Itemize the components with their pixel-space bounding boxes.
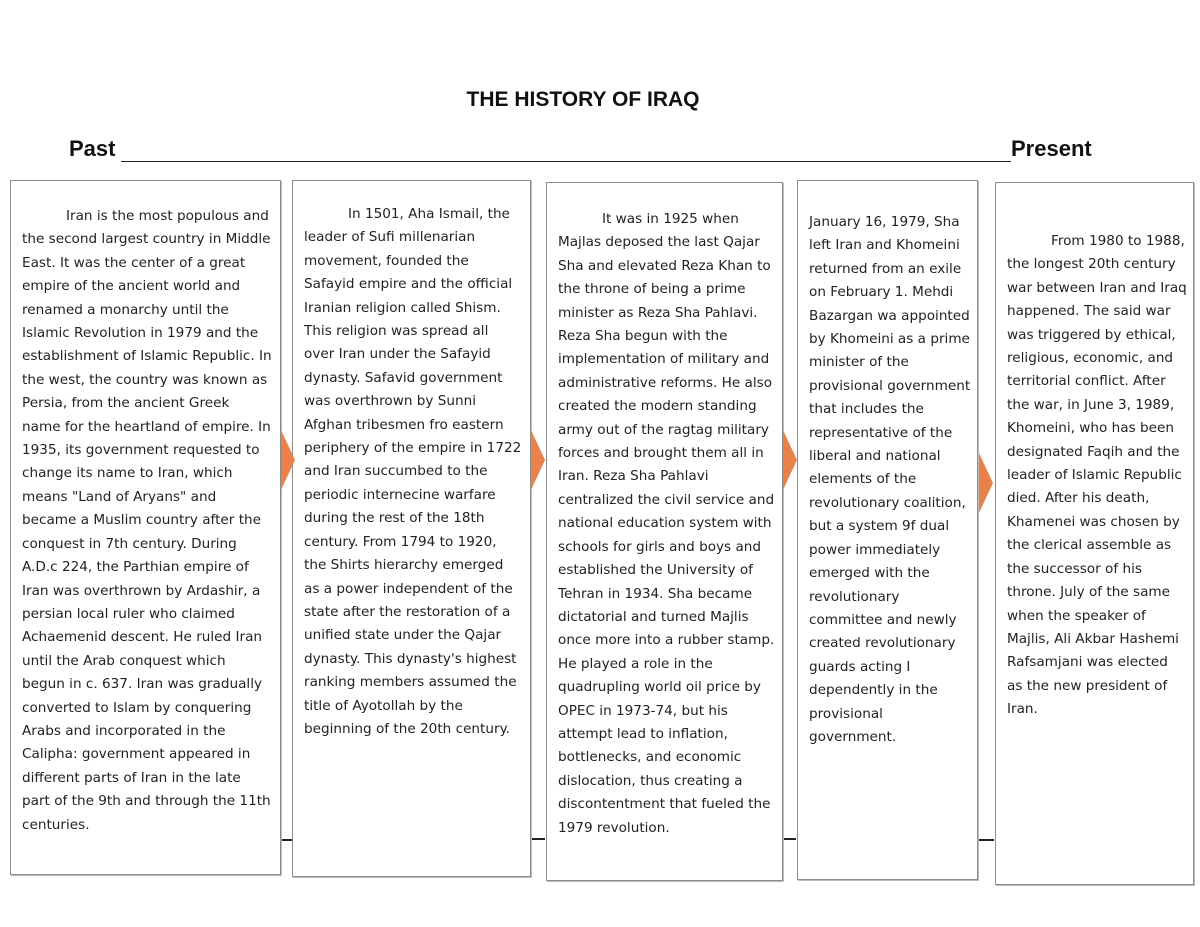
timeline-end-label: Present xyxy=(1011,136,1092,161)
history-panel-2-text: In 1501, Aha Ismail, the leader of Sufi millenarian movement, founded the Safayid empire and the official Iranian religion called Shism. This religion was spread all over Iran under the Safayid dynasty. Safavid government was overthrown by Sunni Afghan tribesmen fro eastern periphery of the empire in 1722 and Iran succumbed to the periodic internecine warfare during the rest of the 18th century. From 1794 to 1920, the Shirts hierarchy emerged as a power independent of the state after the restoration of a unified state under the Qajar dynasty. This dynasty's highest ranking members assumed the title of Ayotollah by the beginning of the 20th century. xyxy=(304,206,522,737)
history-panel-5 xyxy=(995,182,1194,885)
history-panel-3-text: It was in 1925 when Majlas deposed the last Qajar Sha and elevated Reza Khan to the throne of being a prime minister as Reza Sha Pahlavi. Reza Sha begun with the implementation of military and administrative reforms. He also created the modern standing army out of the ragtag military forces and brought them all in Iran. Reza Sha Pahlavi centralized the civil service and national education system with schools for girls and boys and established the University of Tehran in 1934. Sha became dictatorial and turned Majlis once more into a rubber stamp. He played a role in the quadrupling world oil price by OPEC in 1973-74, but his attempt lead to inflation, bottlenecks, and economic dislocation, thus creating a discontentment that fueled the 1979 revolution. xyxy=(558,211,775,836)
timeline-arrow-1 xyxy=(281,430,295,490)
history-panel-1 xyxy=(10,180,281,875)
document-title: THE HISTORY OF IRAQ xyxy=(466,88,700,111)
timeline-arrow-4 xyxy=(979,453,993,513)
timeline-arrow-3 xyxy=(783,430,797,490)
history-panel-3 xyxy=(546,182,783,881)
history-panel-2 xyxy=(292,180,531,877)
timeline-arrow-2 xyxy=(531,430,545,490)
history-panel-4-text: January 16, 1979, Sha left Iran and Khomeini returned from an exile on February 1. Mehdi Bazargan wa appointed by Khomeini as a prime minister of the provisional government that includes the representative of the liberal and national elements of the revolutionary coalition, but a system 9f dual power immediately emerged with the revolutionary committee and newly created revolutionary guards acting I dependently in the provisional government. xyxy=(809,214,971,745)
history-panel-4 xyxy=(797,180,978,880)
connector-bar-4 xyxy=(979,839,994,841)
timeline-start-label: Past xyxy=(69,136,116,161)
connector-bar-3 xyxy=(784,838,796,840)
connector-bar-1 xyxy=(282,839,292,841)
history-panel-1-text: Iran is the most populous and the second largest country in Middle East. It was the center of a great empire of the ancient world and renamed a monarchy until the Islamic Revolution in 1979 and the establishment of Islamic Republic. In the west, the country was known as Persia, from the ancient Greek name for the heartland of empire. In 1935, its government requested to change its name to Iran, which means "Land of Aryans" and became a Muslim country after the conquest in 7th century. During A.D.c 224, the Parthian empire of Iran was overthrown by Ardashir, a persian local ruler who claimed Achaemenid descent. He ruled Iran until the Arab conquest which begun in c. 637. Iran was gradually converted to Islam by conquering Arabs and incorporated in the Calipha: government appeared in different parts of Iran in the late part of the 9th and through the 11th centuries. xyxy=(22,208,272,833)
history-panel-5-text: From 1980 to 1988, the longest 20th century war between Iran and Iraq happened. The said war was triggered by ethical, religious, economic, and territorial conflict. After the war, in June 3, 1989, Khomeini, who has been designated Faqih and the leader of Islamic Republic died. After his death, Khamenei was chosen by the clerical assemble as the successor of his throne. July of the same when the speaker of Majlis, Ali Akbar Hashemi Rafsamjani was elected as the new president of Iran. xyxy=(1007,233,1187,718)
timeline-line xyxy=(121,161,1011,162)
connector-bar-2 xyxy=(532,838,545,840)
